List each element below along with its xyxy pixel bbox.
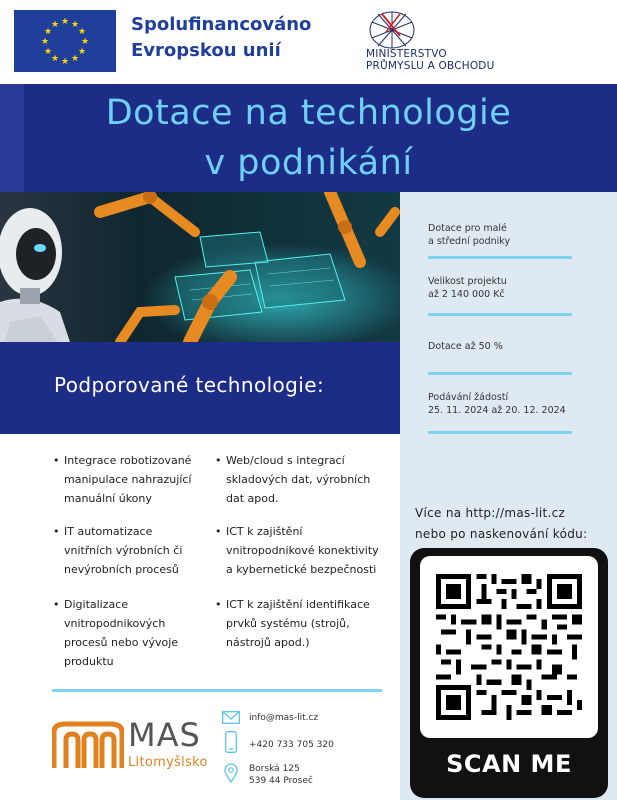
phone-icon — [225, 731, 237, 753]
robot-photo — [0, 192, 400, 342]
svg-text:★: ★ — [60, 57, 70, 67]
bullet-line: Digitalizace — [64, 598, 129, 611]
qr-code-icon[interactable] — [436, 574, 582, 720]
info-project-size — [428, 275, 507, 301]
svg-text:★: ★ — [40, 37, 50, 47]
contact-email[interactable]: info@mas-lit.cz — [249, 713, 319, 723]
more-info-text — [415, 503, 615, 545]
bullet-line: vnitropodnikové konektivity — [226, 544, 379, 557]
svg-text:★: ★ — [80, 37, 90, 47]
eu-text-line2: Evropskou unií — [131, 40, 281, 61]
list-item — [53, 522, 224, 579]
eu-flag-icon — [14, 10, 116, 72]
info-divider — [428, 372, 572, 375]
bullet-line: nevýrobních procesů — [64, 563, 179, 576]
bullet-line: manuální úkony — [64, 492, 152, 505]
bullet-dot-icon: • — [53, 598, 60, 611]
contact-phone[interactable]: +420 733 705 320 — [249, 740, 334, 750]
address-line1: Borská 125 — [249, 764, 300, 774]
bullet-dot-icon: • — [53, 454, 60, 467]
supported-technologies-heading: Podporované technologie: — [54, 373, 325, 397]
bullet-line: ICT k zajištění identifikace — [226, 598, 370, 611]
list-item — [215, 451, 396, 508]
bullet-line: ICT k zajištění — [226, 525, 303, 538]
bullet-line: skladových dat, výrobních — [226, 473, 371, 486]
svg-text:★: ★ — [77, 47, 87, 57]
bullet-line: vnitřních výrobních či — [64, 544, 183, 557]
bullet-dot-icon: • — [215, 598, 222, 611]
info-application-dates — [428, 391, 566, 417]
info-item1-line2: a střední podniky — [428, 236, 511, 247]
bullet-line: IT automatizace — [64, 525, 153, 538]
svg-text:★: ★ — [43, 27, 53, 37]
list-item — [53, 595, 224, 671]
ministry-logo-icon — [364, 8, 420, 52]
info-subsidy-rate — [428, 340, 503, 353]
scan-me-label: SCAN ME — [446, 750, 572, 778]
bullet-line: vnitropodnikových — [64, 617, 166, 630]
eu-text-line1: Spolufinancováno — [131, 14, 312, 35]
svg-text:★: ★ — [77, 27, 87, 37]
bullet-line: prvků systému (strojů, — [226, 617, 350, 630]
bullet-line: Web/cloud s integrací — [226, 454, 345, 467]
page-title — [0, 88, 617, 188]
info-item4-line2: 25. 11. 2024 až 20. 12. 2024 — [428, 405, 566, 416]
more-info-line1[interactable]: Více na http://mas-lit.cz — [415, 506, 566, 520]
bullet-dot-icon: • — [53, 525, 60, 538]
bullet-dot-icon: • — [215, 454, 222, 467]
svg-text:★: ★ — [70, 54, 80, 64]
footer-divider — [52, 689, 382, 692]
info-divider — [428, 431, 572, 434]
info-divider — [428, 256, 572, 259]
svg-text:★: ★ — [50, 54, 60, 64]
bullet-line: nástrojů apod.) — [226, 636, 310, 649]
svg-text:★: ★ — [60, 17, 70, 27]
info-item4-line1: Podávání žádostí — [428, 392, 509, 403]
bullet-line: dat apod. — [226, 492, 279, 505]
svg-text:★: ★ — [43, 47, 53, 57]
more-info-line2: nebo po naskenování kódu: — [415, 527, 588, 541]
email-icon — [222, 711, 240, 724]
ministry-text-line2: PRŮMYSLU A OBCHODU — [366, 60, 495, 72]
list-item — [215, 595, 396, 652]
info-item3: Dotace až 50 % — [428, 341, 503, 352]
contact-address — [249, 763, 313, 787]
bullet-line: procesů nebo vývoje — [64, 636, 179, 649]
title-line2: v podnikání — [204, 143, 413, 183]
mas-name: MAS — [128, 716, 201, 754]
location-pin-icon — [224, 763, 238, 783]
title-line1: Dotace na technologie — [105, 93, 512, 133]
info-small-medium-business — [428, 222, 510, 248]
info-item2-line1: Velikost projektu — [428, 276, 507, 287]
address-line2: 539 44 Proseč — [249, 776, 313, 786]
bullet-line: a kybernetické bezpečnosti — [226, 563, 377, 576]
list-item — [215, 522, 396, 579]
info-item2-line2: až 2 140 000 Kč — [428, 289, 505, 300]
header — [0, 0, 617, 84]
list-item — [53, 451, 224, 508]
bullet-line: produktu — [64, 655, 114, 668]
info-item1-line1: Dotace pro malé — [428, 223, 507, 234]
bullet-line: Integrace robotizované — [64, 454, 192, 467]
mas-logo-icon — [52, 720, 124, 770]
svg-text:★: ★ — [70, 20, 80, 30]
info-divider — [428, 313, 572, 316]
bullet-line: manipulace nahrazující — [64, 473, 192, 486]
mas-subtitle: Litomyšlsko — [128, 755, 208, 770]
eu-cofinanced-text — [131, 12, 311, 64]
bullet-dot-icon: • — [215, 525, 222, 538]
svg-text:★: ★ — [50, 20, 60, 30]
ministry-text-line1: MINISTERSTVO — [366, 48, 447, 60]
ministry-text — [366, 48, 494, 72]
